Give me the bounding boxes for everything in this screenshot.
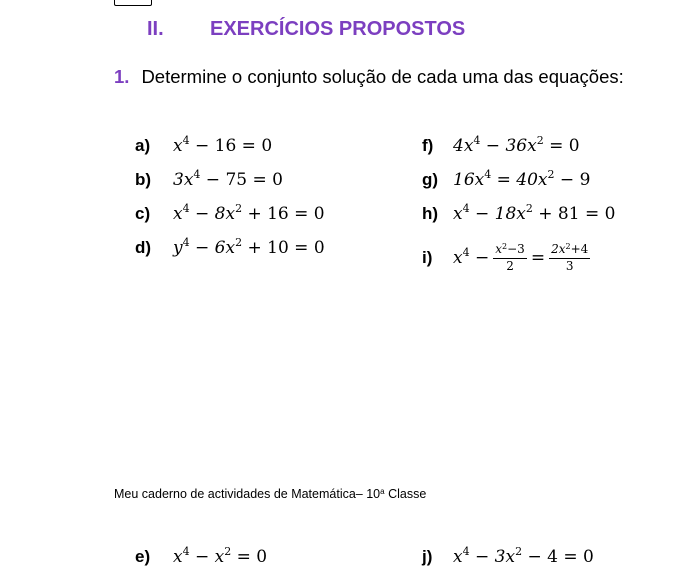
question-line (114, 66, 624, 88)
section-number: II. (147, 17, 164, 40)
section-title: EXERCÍCIOS PROPOSTOS (210, 17, 466, 40)
equation-h (422, 199, 615, 229)
equation-j (422, 542, 594, 572)
equation-math: $x^4 - x^2 = 0$ (173, 545, 268, 567)
equation-c (135, 199, 325, 229)
footer-superscript: a (380, 487, 385, 496)
equation-label: h) (422, 204, 439, 223)
equation-math: $y^4 - 6x^2 + 10 = 0$ (173, 236, 325, 258)
top-page-box (114, 0, 152, 6)
equation-label: i) (422, 248, 433, 267)
page-footer (114, 487, 426, 501)
equation-math: $x^4 - 8x^2 + 16 = 0$ (173, 202, 325, 224)
equation-label: c) (135, 204, 151, 223)
equation-math: $16x^4 = 40x^2 - 9$ (453, 168, 591, 190)
equation-label: g) (422, 170, 439, 189)
equation-math: $3x^4 - 75 = 0$ (173, 168, 283, 190)
equation-b (135, 165, 283, 195)
equation-g (422, 165, 590, 195)
equation-label: j) (422, 547, 433, 566)
footer-text: Meu caderno de actividades de Matemática– 10 (114, 487, 381, 501)
section-heading (147, 14, 465, 44)
footer-suffix: Classe (384, 487, 427, 501)
fraction-2: $\frac{2x^2+4}{3}$ (551, 241, 589, 273)
equation-label: d) (135, 238, 152, 257)
equation-math: $x^4 - 16 = 0$ (173, 134, 273, 156)
equation-math: $4x^4 - 36x^2 = 0$ (453, 134, 580, 156)
equation-d (135, 233, 325, 263)
equation-f (422, 131, 580, 161)
equation-a (135, 131, 272, 161)
equation-label: b) (135, 170, 152, 189)
fraction-1: $\frac{x^2-3}{2}$ (495, 241, 525, 273)
question-text: Determine o conjunto solução de cada uma das equações: (141, 66, 624, 87)
equation-math: $x^4 - 18x^2 + 81 = 0$ (453, 202, 616, 224)
equation-math: $x^4$ − $\frac{x^2-3}{2}$ = $\frac{2x^2+4}{3}$ (453, 241, 589, 273)
equation-label: a) (135, 136, 151, 155)
equation-i (422, 240, 594, 276)
equation-label: f) (422, 136, 434, 155)
question-number: 1. (114, 66, 130, 87)
equation-math: $x^4 - 3x^2 - 4 = 0$ (453, 545, 594, 567)
equation-label: e) (135, 547, 151, 566)
equation-e (135, 542, 267, 572)
